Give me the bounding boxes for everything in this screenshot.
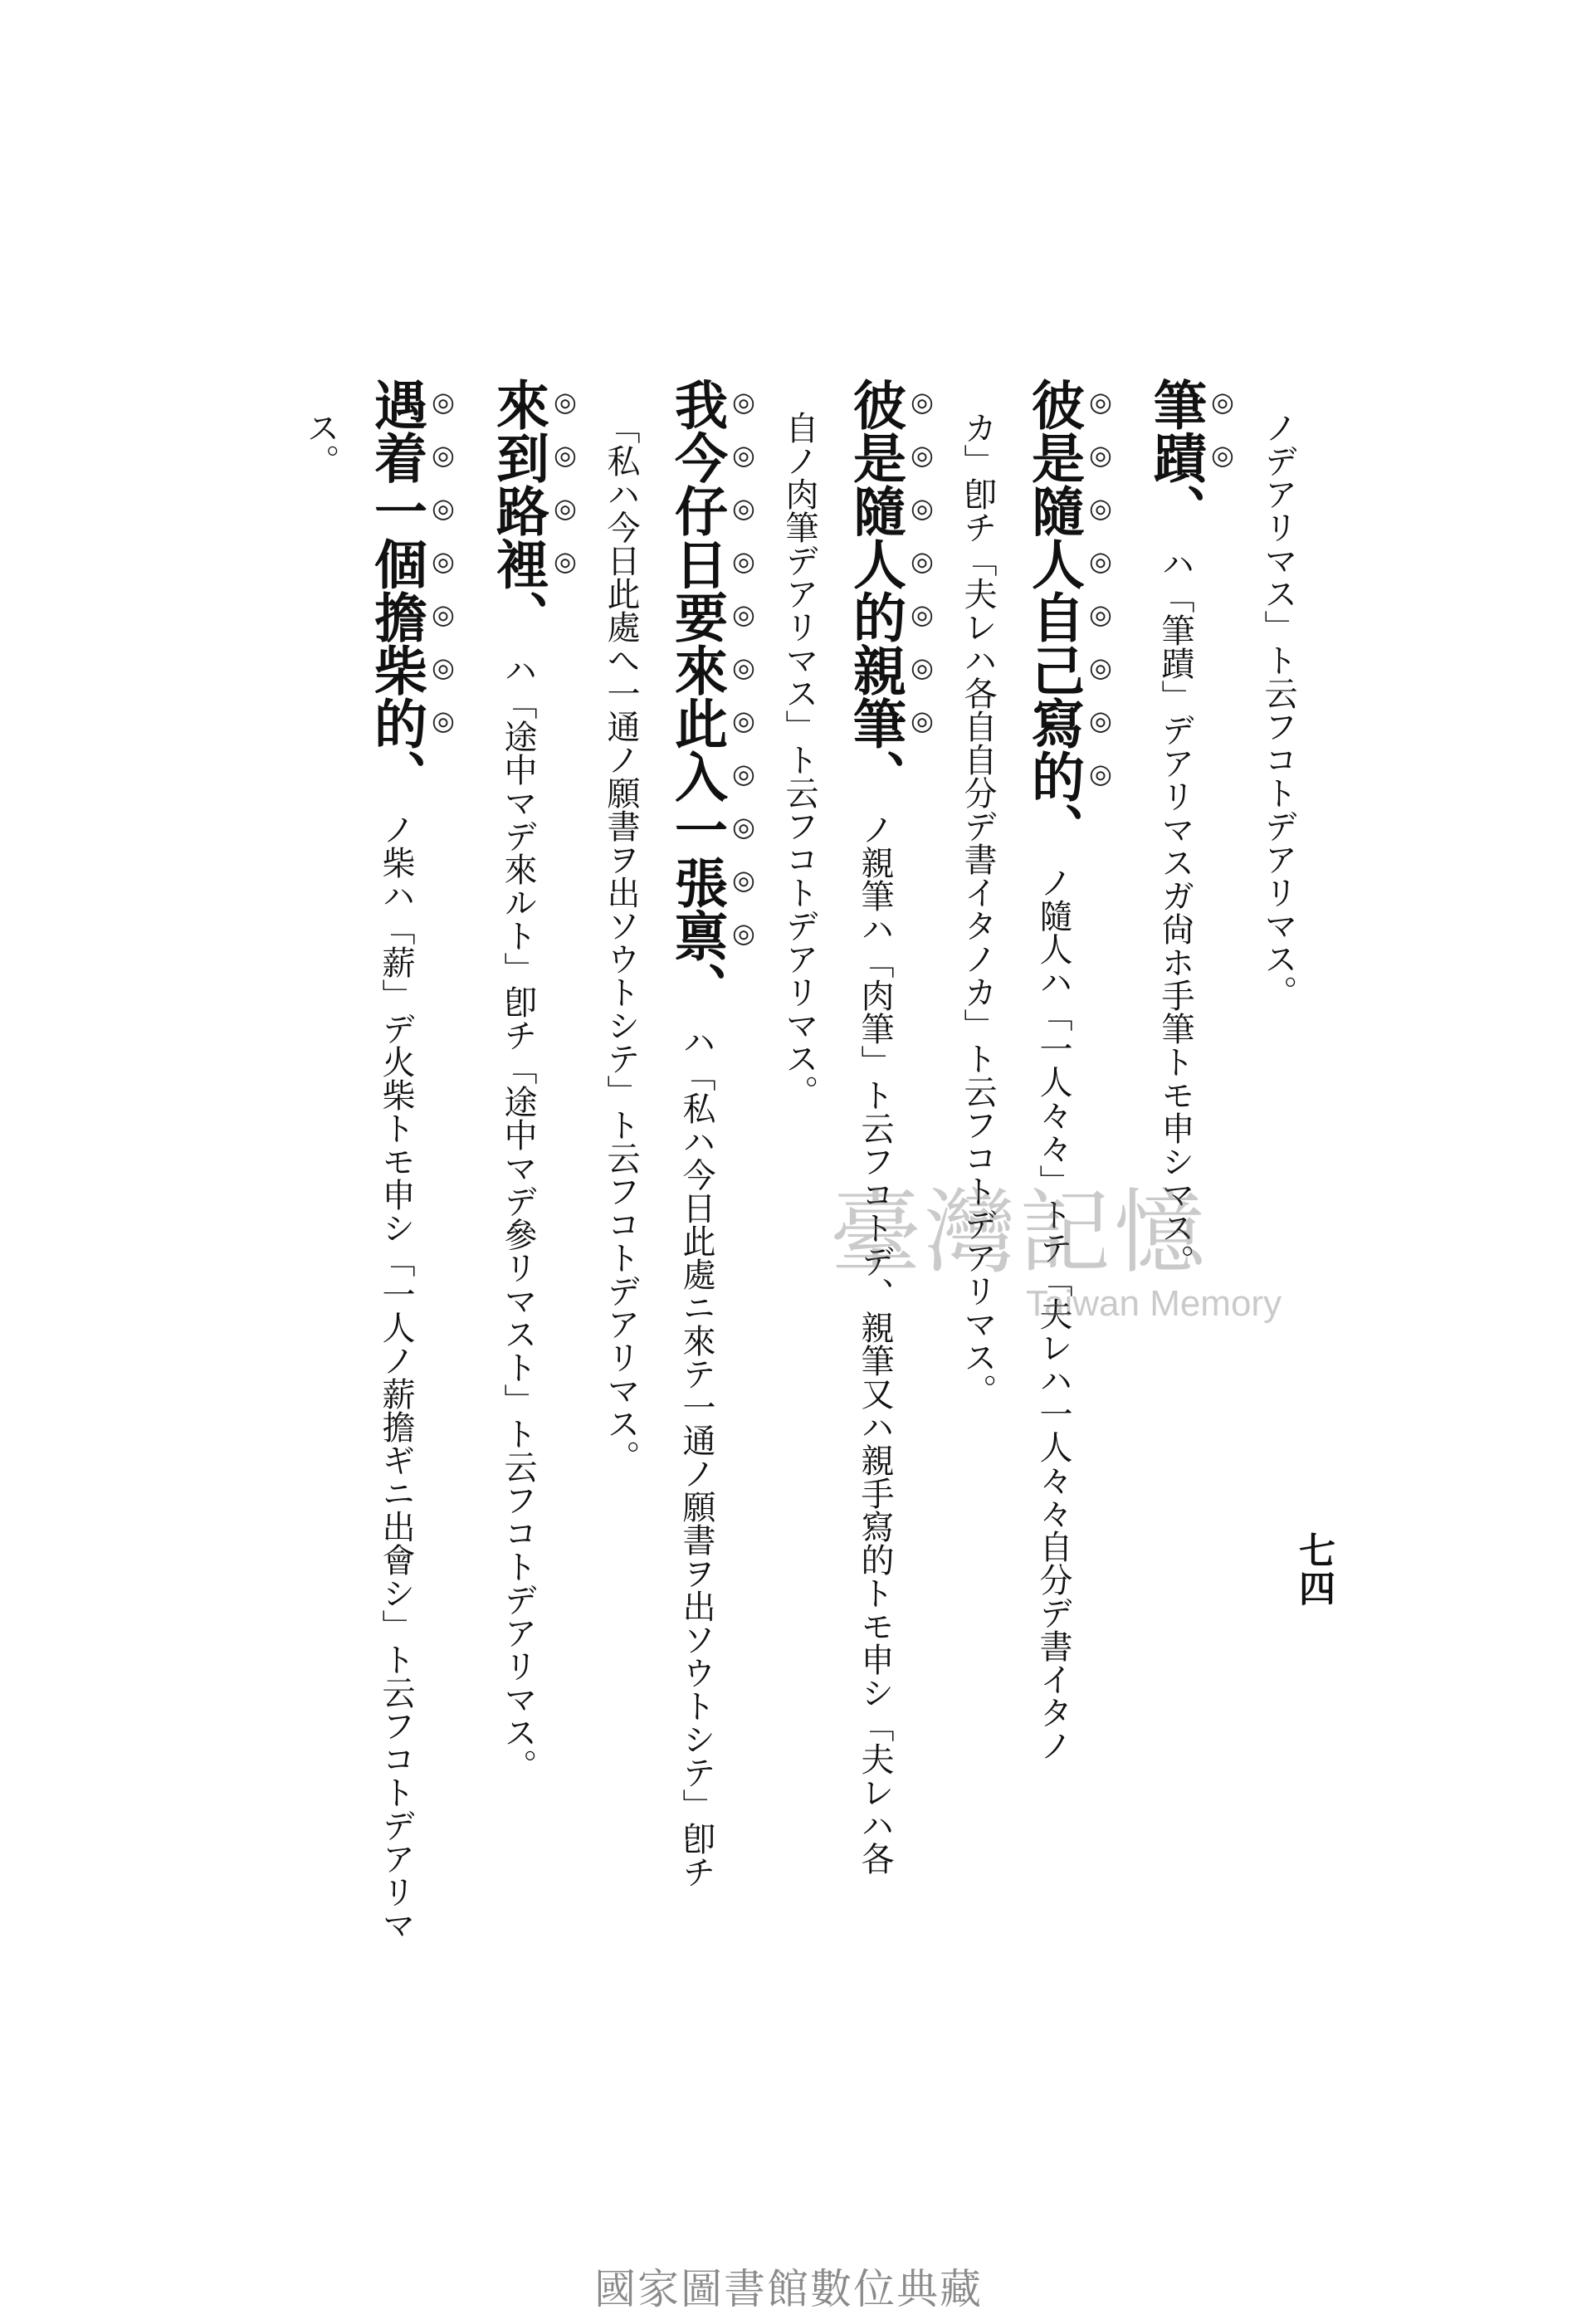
entry-column-3 (1023, 378, 1116, 1996)
entry-column-2 (1145, 378, 1238, 1996)
headword: 我今仔日要來此入一張禀、 (666, 378, 728, 1015)
headword: 彼是隨人的親筆、 (844, 378, 906, 803)
entry-column-5 (844, 378, 938, 1996)
text-column-6: 自ノ肉筆デアリマス」ト云フコトデアリマス。 (780, 411, 818, 1108)
gloss-text: ハ「筆蹟」デアリマスガ尙ホ手筆トモ申シマス。 (1156, 547, 1194, 1277)
entry-column-9 (487, 378, 581, 1996)
gloss-text: ハ「途中マデ來ルト」卽チ「途中マデ參リマスト」ト云フコトデアリマス。 (499, 653, 537, 1782)
headword: 遇着一個擔柴的、 (365, 378, 427, 803)
footer-credit: 國家圖書館數位典藏 (594, 2265, 983, 2313)
vertical-text-block (257, 378, 1295, 1996)
headword: 來到路裡、 (487, 378, 549, 643)
gloss-text: ハ「私ハ今日此處ニ來テ一通ノ願書ヲ出ソウトシテ」卽チ (677, 1025, 715, 1888)
text-column-11: ス。 (301, 411, 339, 477)
headword: 彼是隨人自己寫的、 (1023, 378, 1085, 856)
entry-column-7 (666, 378, 759, 1996)
gloss-text: ノ親筆ハ「肉筆」ト云フコトデ、親筆又ハ親手寫的トモ申シ「夫レハ各 (856, 813, 894, 1875)
page-number: 七四 (1292, 1531, 1335, 1608)
text-column-4: カ」卽チ「夫レハ各自自分デ書イタノカ」ト云フコトデアリマス。 (959, 411, 997, 1407)
text-column-1: ノデアリマス」ト云フコトデアリマス。 (1259, 411, 1297, 1008)
watermark-english-text: Taiwan Memory (1026, 1283, 1282, 1324)
watermark-logo-text: 臺灣記憶 (830, 1179, 1208, 1286)
gloss-text: ノ柴ハ「薪」デ火柴トモ申シ「一人ノ薪擔ギニ出會シ」ト云フコトデアリマ (377, 813, 415, 1941)
entry-column-10 (365, 378, 459, 1996)
text-column-8: 「私ハ今日此處へ一通ノ願書ヲ出ソウトシテ」ト云フコトデアリマス。 (602, 411, 640, 1473)
gloss-text: ノ隨人ハ「一人々々」トテ「夫レハ一人々々自分デ書イタノ (1034, 866, 1072, 1762)
headword: 筆蹟、 (1145, 378, 1207, 537)
